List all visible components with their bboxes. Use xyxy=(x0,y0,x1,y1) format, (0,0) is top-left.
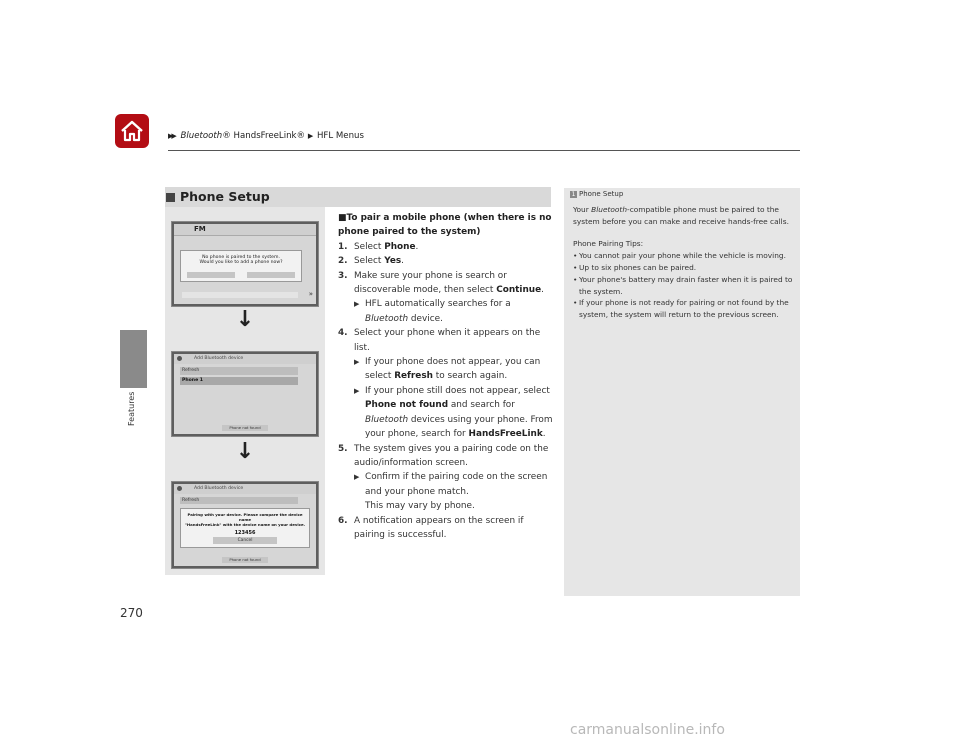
screen-no-phone-paired xyxy=(171,221,319,307)
tip-item: • Your phone's battery may drain faster when it is paired to the system. xyxy=(573,274,793,296)
bullet-icon: • xyxy=(573,274,578,284)
dialog-box xyxy=(180,250,302,282)
down-arrow-icon: ↓ xyxy=(235,307,255,332)
back-icon[interactable] xyxy=(177,356,182,361)
status-bar xyxy=(174,224,316,236)
tip-item: • Up to six phones can be paired. xyxy=(573,262,697,272)
chapter-label: Features xyxy=(127,391,136,426)
subsection-heading: ■To pair a mobile phone (when there is no phone paired to the system) xyxy=(338,213,552,238)
dialog-button-no[interactable] xyxy=(247,272,295,278)
step-2: 2. Select Yes. xyxy=(338,256,404,267)
dialog-button-yes[interactable] xyxy=(187,272,235,278)
square-bullet-icon: ■ xyxy=(338,213,347,223)
step-4-note-1: ▶ If your phone does not appear, you can select Refresh to search again. xyxy=(338,355,553,384)
breadcrumb-link-hfl-menus[interactable]: HFL Menus xyxy=(316,131,364,141)
scroll-down-icon[interactable]: » xyxy=(308,290,313,298)
arrow-bullet-icon: ▶ xyxy=(354,473,360,482)
tips-heading: Phone Pairing Tips: xyxy=(573,239,644,249)
step-1: 1. Select Phone. xyxy=(338,241,419,252)
bullet-icon: • xyxy=(573,251,578,261)
watermark: carmanualsonline.info xyxy=(570,722,725,738)
arrow-bullet-icon: ▶ xyxy=(354,300,360,309)
arrow-bullet-icon: ▶ xyxy=(354,358,360,367)
down-arrow-icon: ↓ xyxy=(235,439,255,464)
screen-title: Add Bluetooth device xyxy=(194,486,244,491)
breadcrumb-link-bluetooth[interactable]: Bluetooth xyxy=(180,131,223,141)
pairing-line-1: Pairing with your device. Please compare the device name xyxy=(187,512,303,522)
cancel-button[interactable]: Cancel xyxy=(213,537,277,544)
step-5-note: ▶ Confirm if the pairing code on the screen and your phone match. This may vary by phone. xyxy=(338,470,553,513)
refresh-item[interactable]: Refresh xyxy=(180,497,298,504)
figure-panel xyxy=(165,207,325,575)
header-rule xyxy=(168,150,800,151)
step-6: 6. A notification appears on the screen if pairing is successful. xyxy=(338,515,524,540)
source-label: FM xyxy=(194,225,206,233)
pairing-line-2: "HandsFreeLink" with the device name on your device. xyxy=(184,522,306,527)
section-heading: Phone Setup xyxy=(165,187,551,207)
notes-title: 1 Phone Setup xyxy=(571,190,624,198)
back-icon[interactable] xyxy=(177,486,182,491)
page-number: 270 xyxy=(120,606,143,620)
bullet-icon: • xyxy=(573,298,578,308)
arrow-bullet-icon: ▶ xyxy=(354,386,360,395)
step-4-note-2: ▶ If your phone still does not appear, select Phone not found and search for Bluetooth devices using your phone. From your phone, search for HandsFreeLink. xyxy=(338,384,553,442)
breadcrumb-arrow-icon: ▶▶ xyxy=(168,132,175,140)
screen-title: Add Bluetooth device xyxy=(194,356,244,361)
refresh-item[interactable]: Refresh xyxy=(180,367,298,375)
screen-add-bluetooth-device xyxy=(171,351,319,437)
square-bullet-icon xyxy=(166,193,175,202)
step-5: 5. The system gives you a pairing code on the audio/information screen. xyxy=(338,443,549,468)
step-4: 4. Select your phone when it appears on the list. xyxy=(338,328,541,353)
instructions xyxy=(338,211,553,542)
tip-item: • If your phone is not ready for pairing or not found by the system, the system will return to the previous screen. xyxy=(573,298,789,320)
tip-item: • You cannot pair your phone while the vehicle is moving. xyxy=(573,251,786,261)
pairing-dialog xyxy=(180,508,310,548)
breadcrumb-arrow-icon: ▶ xyxy=(307,132,312,140)
screen-pairing-code xyxy=(171,481,319,569)
screen-header xyxy=(174,484,316,494)
home-icon xyxy=(120,120,144,142)
phone-not-found-button[interactable]: Phone not found xyxy=(222,425,268,431)
dialog-line-2: Would you like to add a phone now? xyxy=(199,260,283,265)
notes xyxy=(570,189,796,321)
pairing-code: 123456 xyxy=(234,530,256,536)
phone-not-found-button[interactable]: Phone not found xyxy=(222,557,268,563)
reference-icon: 1 xyxy=(571,191,576,198)
dialog-line-1: No phone is paired to the system. xyxy=(202,255,280,260)
notes-paragraph: Your Bluetooth-compatible phone must be paired to the system before you can make and receive hands-free calls. xyxy=(573,204,789,226)
step-3-note: ▶ HFL automatically searches for a Bluetooth device. xyxy=(338,297,553,326)
breadcrumb xyxy=(168,131,364,141)
step-3: 3. Make sure your phone is search or discoverable mode, then select Continue. xyxy=(338,270,544,296)
home-button[interactable] xyxy=(115,114,149,148)
screen-header xyxy=(174,354,316,364)
bullet-icon: • xyxy=(573,262,578,272)
breadcrumb-link-rest[interactable]: ® HandsFreeLink® xyxy=(222,131,306,141)
list-row xyxy=(182,292,298,298)
phone-list-item[interactable]: Phone 1 xyxy=(180,377,298,385)
